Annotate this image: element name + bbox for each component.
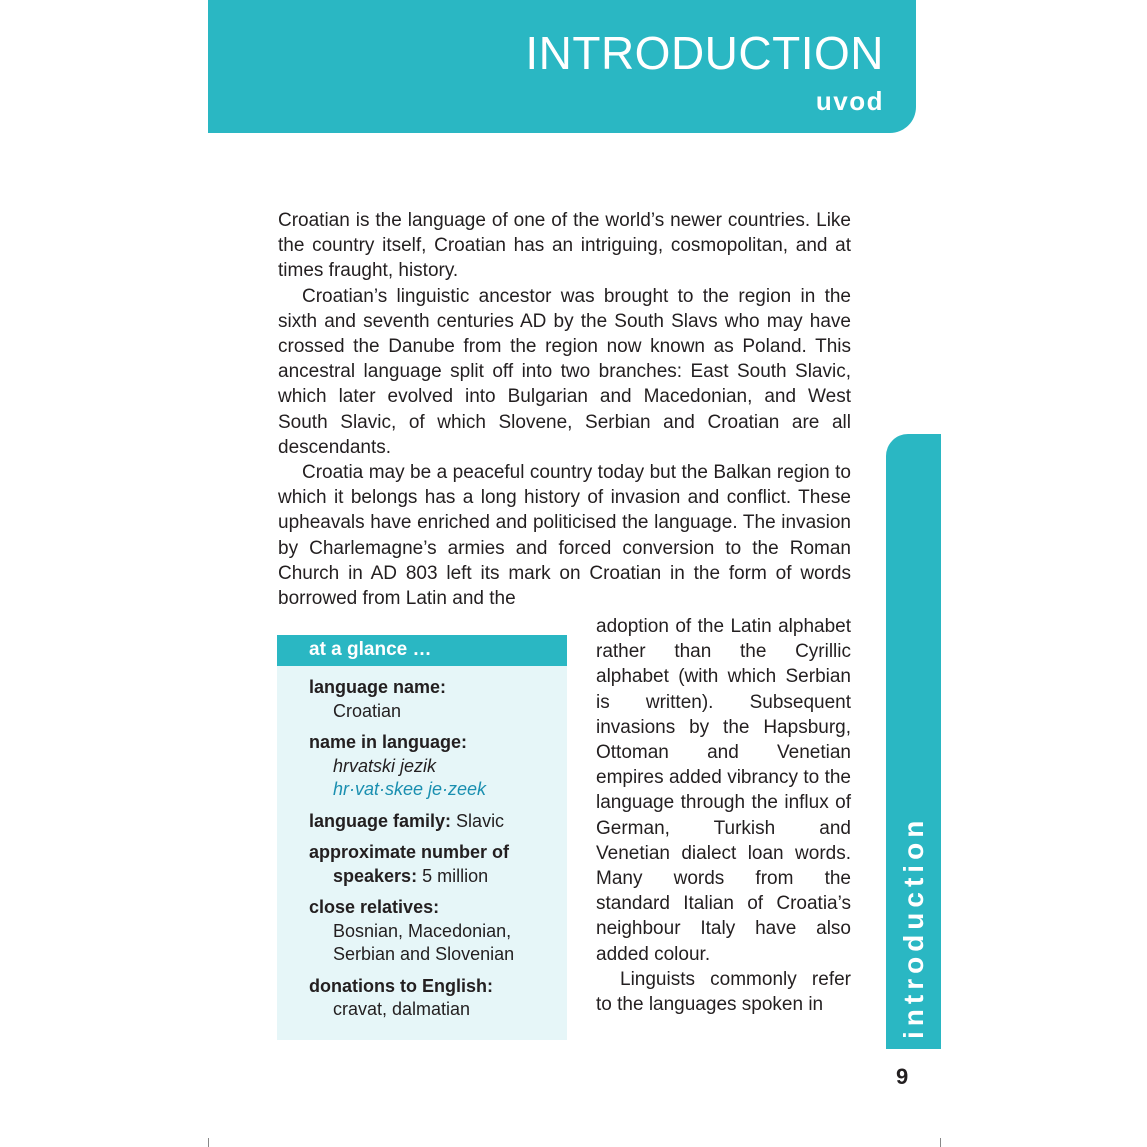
- chapter-title: INTRODUCTION: [525, 27, 884, 79]
- glance-value: cravat, dalmatian: [333, 999, 471, 1019]
- paragraph-3: Croatia may be a peaceful country today but the Balkan region to which it belongs has a long history of invasion and conflict. These upheavals have enriched and politicised the language. The invasion by Charlemagne’s armies and forced conversion to the Roman Church in AD 803 left its mark on Croatian in the form of words borrowed from Latin and the: [278, 462, 851, 610]
- side-tab-label: introduction: [897, 815, 929, 1039]
- paragraph-4: Linguists commonly refer to the languages spoken in: [596, 968, 851, 1016]
- glance-label: approximate number of: [309, 842, 510, 862]
- glance-item-close-relatives: [309, 896, 557, 967]
- glance-item-name-in-language: [309, 731, 557, 802]
- glance-value-cont: Serbian and Slovenian: [333, 944, 515, 964]
- chapter-header: [208, 0, 916, 133]
- glance-value: 5 million: [422, 865, 489, 886]
- glance-value: Bosnian, Macedonian,: [333, 920, 512, 941]
- glance-value: Croatian: [333, 700, 402, 721]
- paragraph-1: Croatian is the language of one of the world’s newer countries. Like the country itself, Croatian has an intriguing, cosmopolitan, and at times fraught, history.: [278, 210, 851, 282]
- trim-mark-left: [208, 1138, 209, 1147]
- paragraph-2: Croatian’s linguistic ancestor was brought to the region in the sixth and seventh centuries AD by the South Slavs who may have crossed the Danube from the region now known as Poland. This ancestral language split off into two branches: East South Slavic, which later evolved into Bulgarian and Macedonian, and West South Slavic, of which Slovene, Serbian and Croatian are all descendants.: [278, 285, 851, 458]
- glance-label: close relatives:: [309, 897, 440, 917]
- glance-label-cont: speakers:: [333, 865, 418, 886]
- page-number: 9: [896, 1064, 909, 1089]
- glance-value: Slavic: [456, 810, 505, 831]
- glance-item-speakers: [309, 841, 557, 888]
- section-side-tab: [886, 434, 941, 1049]
- glance-item-language-name: [309, 676, 557, 723]
- main-body-text: [278, 208, 851, 611]
- chapter-subtitle: uvod: [815, 86, 884, 116]
- pronunciation-guide: hr·vat·skee je·zeek: [333, 779, 487, 799]
- glance-value: hrvatski jezik: [333, 755, 437, 776]
- right-column-text: [596, 614, 851, 1017]
- glance-item-donations: [309, 975, 557, 1022]
- glance-label: language name:: [309, 677, 447, 697]
- glance-list: [277, 666, 567, 1022]
- trim-mark-right: [940, 1138, 941, 1147]
- paragraph-3-continued: adoption of the Latin alphabet rather than the Cyrillic alphabet (with which Serbian is written). Subsequent invasions by the Hapsburg, Ottoman and Venetian empires added vibrancy to the language through the influx of German, Turkish and Venetian dialect loan words. Many words from the standard Italian of Croatia’s neighbour Italy have also added colour.: [596, 616, 851, 965]
- glance-label: donations to English:: [309, 975, 493, 996]
- glance-label: language family:: [309, 810, 452, 831]
- glance-label: name in language:: [309, 732, 468, 752]
- at-a-glance-box: [277, 635, 567, 1040]
- glance-item-language-family: [309, 810, 557, 834]
- glance-heading: at a glance …: [277, 635, 567, 666]
